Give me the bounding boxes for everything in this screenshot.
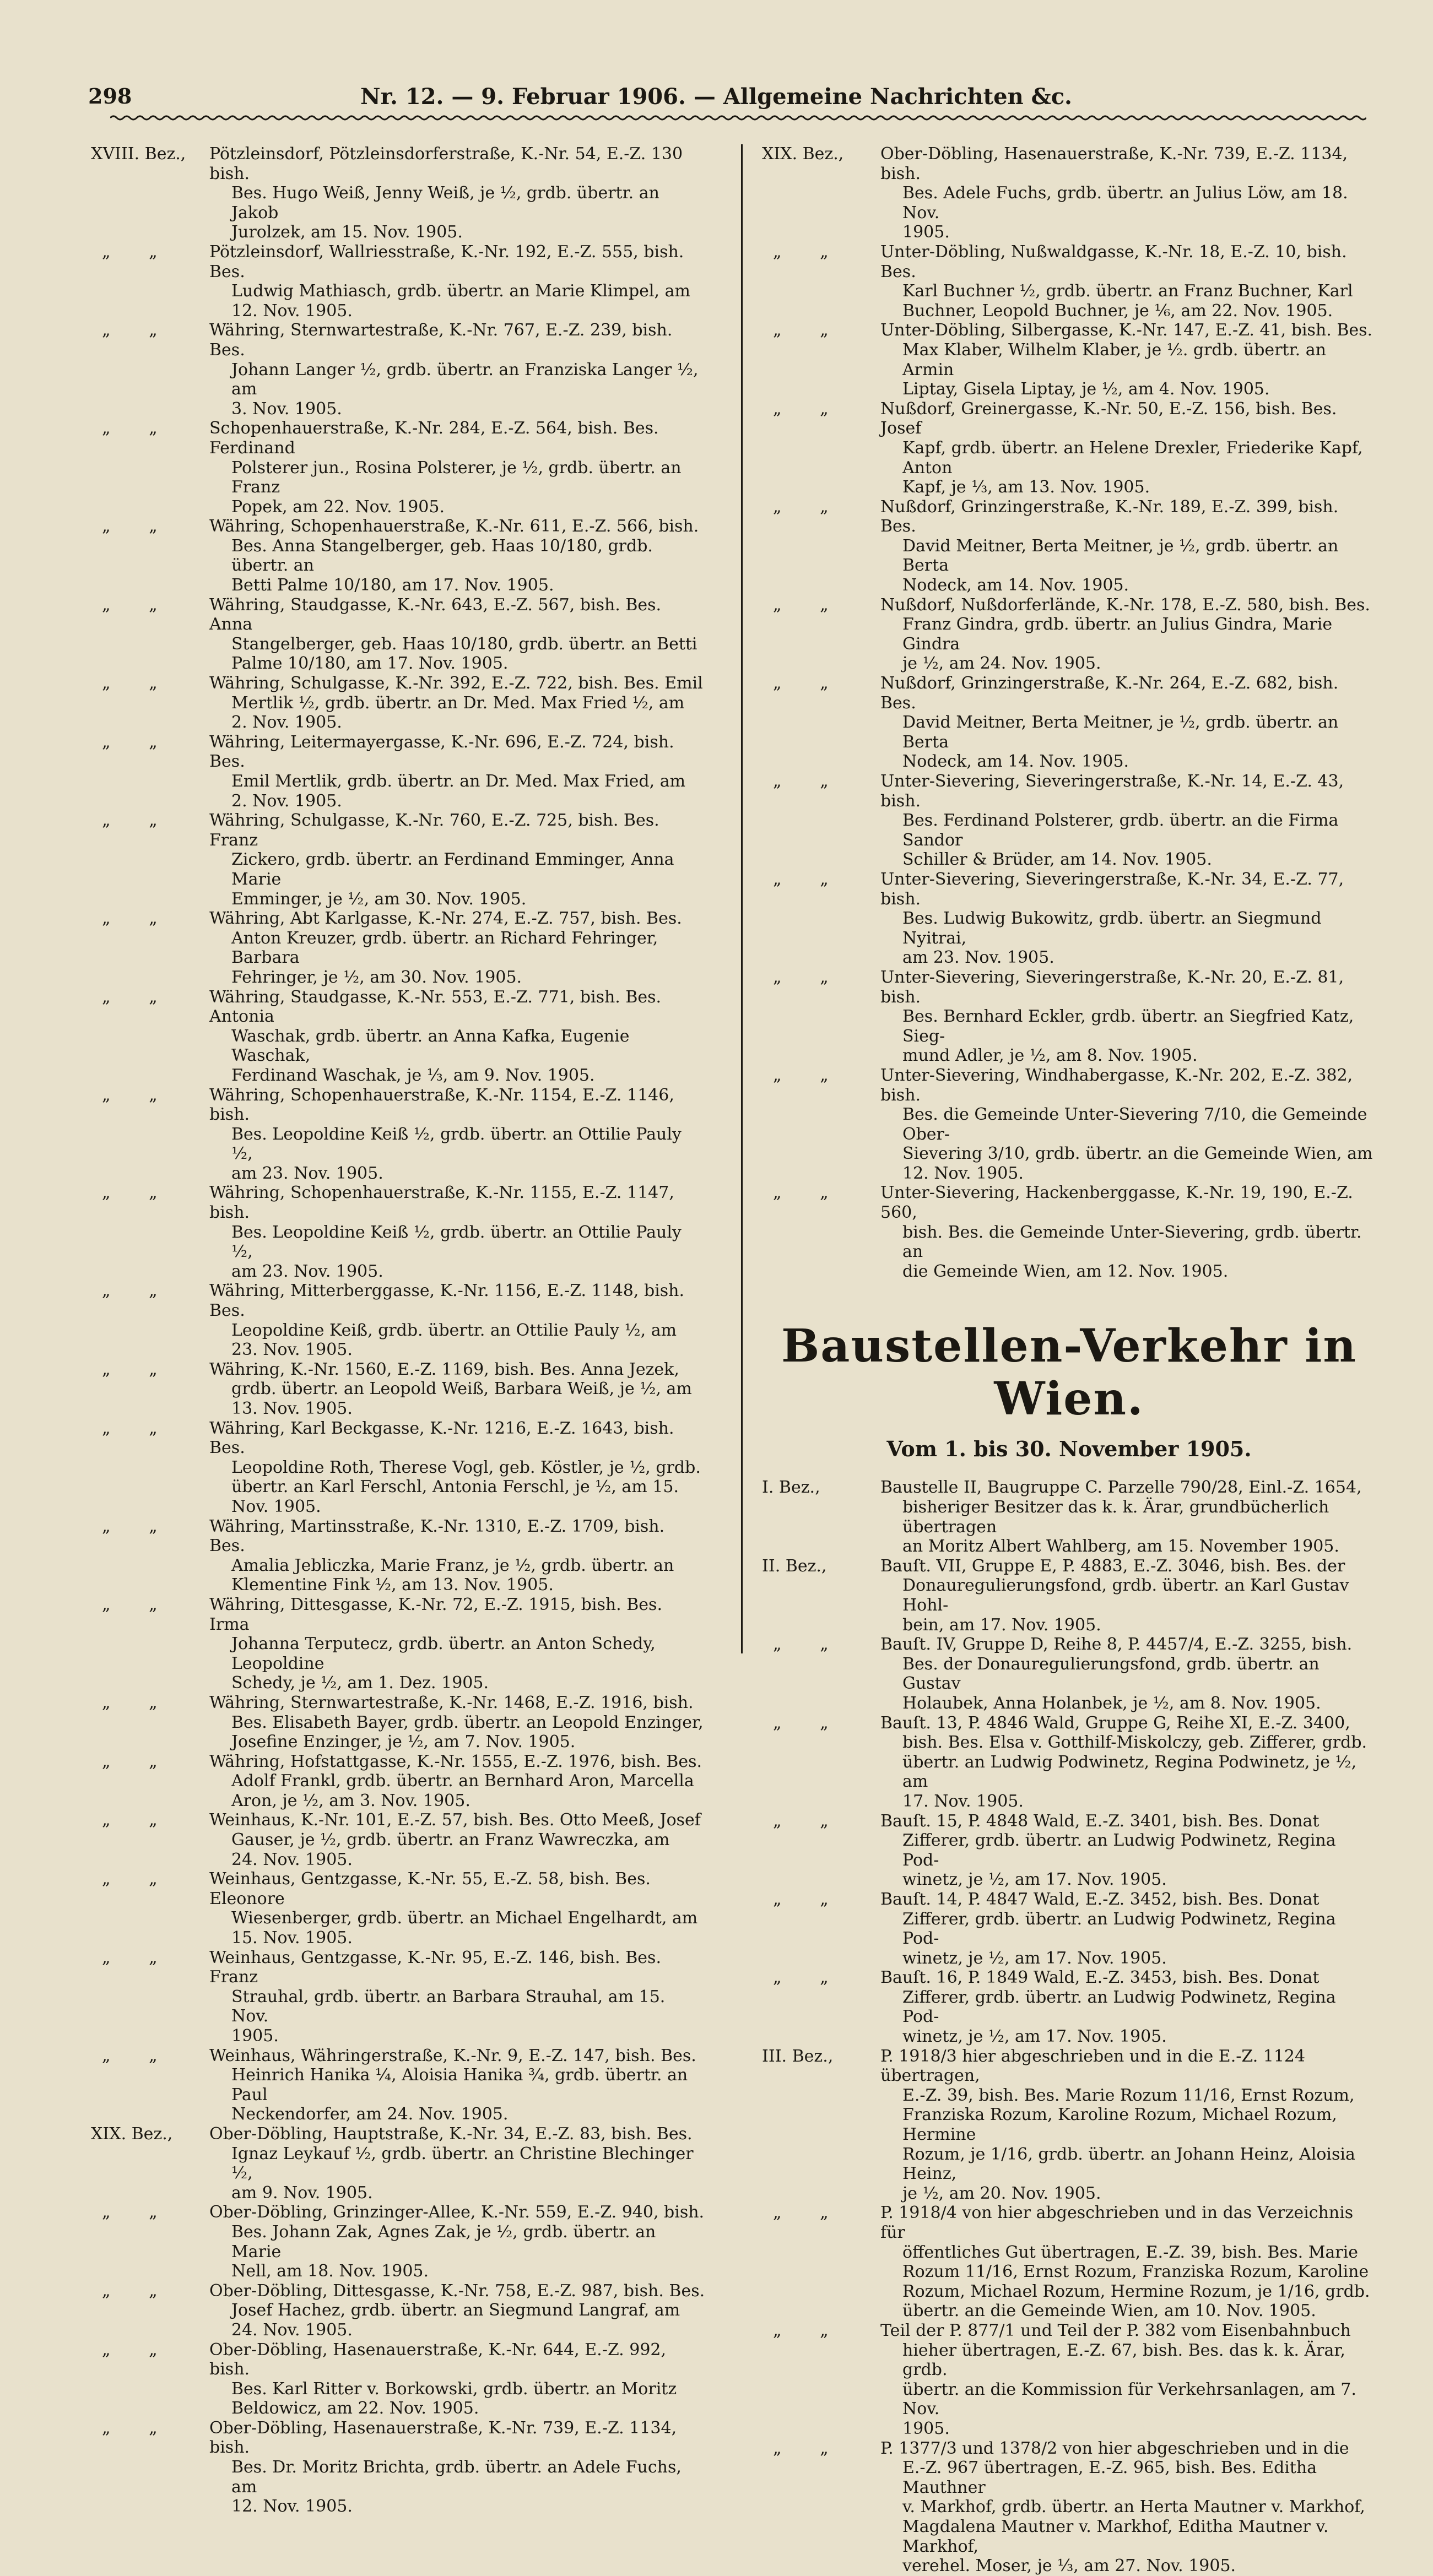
entry-line: winetz, je ½, am 17. Nov. 1905. xyxy=(902,1948,1167,1968)
entry-district: „ „ xyxy=(102,674,174,693)
register-entry xyxy=(91,1360,705,1419)
entry-line: Bes. Hugo Weiß, Jenny Weiß, je ½, grdb. übertr. an Jakob xyxy=(231,183,659,223)
entry-line: Währing, Dittesgasse, K.-Nr. 72, E.-Z. 1915, bish. Bes. Irma xyxy=(209,1595,662,1634)
entry-district: XVIII. Bez., xyxy=(91,144,186,164)
entry-district: „ „ xyxy=(102,1359,174,1379)
entry-line: Bauſt. 14, P. 4847 Wald, E.-Z. 3452, bish. Bes. Donat xyxy=(880,1889,1320,1909)
entry-line: 23. Nov. 1905. xyxy=(231,1340,353,1360)
entry-line: Weinhaus, Gentzgasse, K.-Nr. 55, E.-Z. 58, bish. Bes. Eleonore xyxy=(209,1869,651,1908)
entry-line: Beldowicz, am 22. Nov. 1905. xyxy=(231,2399,479,2418)
entry-line: Aron, je ½, am 3. Nov. 1905. xyxy=(231,1791,471,1810)
entry-line: Wiesenberger, grdb. übertr. an Michael Engelhardt, am xyxy=(231,1908,698,1928)
entry-line: Betti Palme 10/180, am 17. Nov. 1905. xyxy=(231,576,554,595)
entry-line: Nußdorf, Grinzingerstraße, K.-Nr. 189, E.-Z. 399, bish. Bes. xyxy=(880,497,1339,536)
entry-line: Bes. Bernhard Eckler, grdb. übertr. an Siegfried Katz, Sieg- xyxy=(902,1007,1354,1046)
register-entry xyxy=(91,517,705,595)
entry-line: Rozum, Michael Rozum, Hermine Rozum, je 1/16, grdb. xyxy=(902,2281,1370,2301)
entry-line: übertr. an die Kommission für Verkehrsanlagen, am 7. Nov. xyxy=(902,2379,1356,2419)
register-entry xyxy=(91,909,705,987)
entry-district: „ „ xyxy=(102,2281,174,2301)
entry-line: Magdalena Mautner v. Markhof, Editha Mautner v. Markhof, xyxy=(902,2517,1329,2556)
entry-line: 1905. xyxy=(231,2026,279,2046)
register-entry xyxy=(762,2203,1376,2321)
entry-line: Währing, Karl Beckgasse, K.-Nr. 1216, E.-Z. 1643, bish. Bes. xyxy=(209,1418,674,1458)
entry-line: Nodeck, am 14. Nov. 1905. xyxy=(902,576,1129,595)
entry-line: Schedy, je ½, am 1. Dez. 1905. xyxy=(231,1673,489,1693)
entry-line: Währing, Sternwartestraße, K.-Nr. 1468, E.-Z. 1916, bish. xyxy=(209,1693,694,1712)
entry-district: „ „ xyxy=(102,1183,174,1203)
entry-line: E.-Z. 967 übertragen, E.-Z. 965, bish. Bes. Editha Mauthner xyxy=(902,2458,1317,2497)
register-entry xyxy=(91,988,705,1086)
entry-line: Pötzleinsdorf, Pötzleinsdorferstraße, K.-Nr. 54, E.-Z. 130 bish. xyxy=(209,144,683,183)
entry-line: Währing, Staudgasse, K.-Nr. 553, E.-Z. 771, bish. Bes. Antonia xyxy=(209,987,662,1027)
register-entry xyxy=(91,1419,705,1517)
entry-district: „ „ xyxy=(102,909,174,929)
entry-line: je ½, am 20. Nov. 1905. xyxy=(902,2183,1101,2203)
register-entry xyxy=(762,1066,1376,1184)
entry-district: „ „ xyxy=(773,595,845,615)
entry-line: Amalia Jebliczka, Marie Franz, je ½, grdb. übertr. an xyxy=(231,1555,674,1575)
entry-line: Jurolzek, am 15. Nov. 1905. xyxy=(231,223,463,242)
entry-district: „ „ xyxy=(773,869,845,889)
register-entry xyxy=(91,2281,705,2340)
entry-line: verehel. Moser, je ⅓, am 27. Nov. 1905. xyxy=(902,2556,1236,2576)
entry-line: am 23. Nov. 1905. xyxy=(231,1163,383,1183)
register-entry xyxy=(762,870,1376,968)
entry-line: Mertlik ½, grdb. übertr. an Dr. Med. Max Fried ½, am xyxy=(231,693,685,713)
entry-line: 2. Nov. 1905. xyxy=(231,791,342,811)
entry-line: Leopoldine Roth, Therese Vogl, geb. Köstler, je ½, grdb. xyxy=(231,1457,701,1477)
register-entry xyxy=(91,2124,705,2203)
entry-line: Anton Kreuzer, grdb. übertr. an Richard Fehringer, Barbara xyxy=(231,928,658,968)
entry-district: „ „ xyxy=(773,1635,845,1655)
register-entry xyxy=(91,419,705,517)
register-entry xyxy=(762,1635,1376,1713)
column-divider xyxy=(741,144,743,1653)
entry-line: Waschak, grdb. übertr. an Anna Kafka, Eugenie Waschak, xyxy=(231,1026,630,1066)
register-entry xyxy=(91,1281,705,1359)
entry-district: „ „ xyxy=(102,242,174,262)
entry-district: „ „ xyxy=(102,2418,174,2438)
register-entry xyxy=(762,497,1376,595)
register-entry xyxy=(762,2047,1376,2204)
entry-line: Bes. Ferdinand Polsterer, grdb. übertr. an die Firma Sandor xyxy=(902,811,1339,850)
entry-line: öffentliches Gut übertragen, E.-Z. 39, bish. Bes. Marie xyxy=(902,2242,1358,2262)
register-entry xyxy=(762,1557,1376,1635)
entry-line: Unter-Döbling, Silbergasse, K.-Nr. 147, E.-Z. 41, bish. Bes. xyxy=(880,321,1373,340)
entry-line: bisheriger Besitzer das k. k. Ärar, grundbücherlich übertragen xyxy=(902,1498,1329,1537)
entry-line: bish. Bes. Elsa v. Gotthilf-Miskolczy, geb. Zifferer, grdb. xyxy=(902,1733,1367,1753)
entry-line: an Moritz Albert Wahlberg, am 15. November 1905. xyxy=(902,1537,1339,1557)
entry-district: „ „ xyxy=(102,987,174,1007)
entry-line: Kapf, grdb. übertr. an Helene Drexler, Friederike Kapf, Anton xyxy=(902,438,1363,478)
entry-line: Bauſt. 13, P. 4846 Wald, Gruppe G, Reihe XI, E.-Z. 3400, xyxy=(880,1713,1350,1733)
section-subtitle: Vom 1. bis 30. November 1905. xyxy=(886,1436,1252,1462)
entry-district: „ „ xyxy=(773,1968,845,1988)
entry-line: Währing, Staudgasse, K.-Nr. 643, E.-Z. 567, bish. Bes. Anna xyxy=(209,595,662,634)
entry-line: übertr. an Karl Ferschl, Antonia Ferschl, je ½, am 15. Nov. 1905. xyxy=(231,1477,679,1516)
entry-line: P. 1918/3 hier abgeschrieben und in die E.-Z. 1124 übertragen, xyxy=(880,2046,1306,2086)
register-entry xyxy=(91,733,705,811)
register-entry xyxy=(91,1086,705,1184)
right-column-entries-top xyxy=(762,144,1376,1281)
entry-line: Johanna Terputecz, grdb. übertr. an Anton Schedy, Leopoldine xyxy=(231,1634,656,1673)
entry-line: 17. Nov. 1905. xyxy=(902,1791,1024,1811)
page-header xyxy=(88,84,1344,117)
entry-line: Sievering 3/10, grdb. übertr. an die Gemeinde Wien, am xyxy=(902,1144,1373,1164)
entry-line: die Gemeinde Wien, am 12. Nov. 1905. xyxy=(902,1261,1229,1281)
register-entry xyxy=(762,1968,1376,2046)
entry-district: „ „ xyxy=(102,1595,174,1614)
entry-line: Schiller & Brüder, am 14. Nov. 1905. xyxy=(902,850,1212,870)
entry-line: Bes. Johann Zak, Agnes Zak, je ½, grdb. übertr. an Marie xyxy=(231,2222,656,2262)
entry-line: Währing, Schopenhauerstraße, K.-Nr. 611, E.-Z. 566, bish. xyxy=(209,517,699,536)
entry-line: Währing, Abt Karlgasse, K.-Nr. 274, E.-Z. 757, bish. Bes. xyxy=(209,909,682,929)
entry-line: Währing, Schopenhauerstraße, K.-Nr. 1154, E.-Z. 1146, bish. xyxy=(209,1085,674,1125)
register-entry xyxy=(91,1810,705,1869)
entry-line: 24. Nov. 1905. xyxy=(231,2320,353,2340)
entry-line: Franz Gindra, grdb. übertr. an Julius Gindra, Marie Gindra xyxy=(902,615,1333,654)
entry-line: Karl Buchner ½, grdb. übertr. an Franz Buchner, Karl xyxy=(902,281,1353,301)
register-entry xyxy=(762,321,1376,399)
entry-line: Bauſt. 16, P. 1849 Wald, E.-Z. 3453, bish. Bes. Donat xyxy=(880,1968,1320,1988)
entry-line: Josef Hachez, grdb. übertr. an Siegmund Langraf, am xyxy=(231,2301,680,2320)
register-entry xyxy=(762,772,1376,870)
entry-line: hieher übertragen, E.-Z. 67, bish. Bes. das k. k. Ärar, grdb. xyxy=(902,2340,1345,2380)
entry-line: grdb. übertr. an Leopold Weiß, Barbara Weiß, je ½, am xyxy=(231,1379,692,1399)
entry-line: David Meitner, Berta Meitner, je ½, grdb. übertr. an Berta xyxy=(902,536,1339,576)
entry-line: Nußdorf, Grinzingerstraße, K.-Nr. 264, E.-Z. 682, bish. Bes. xyxy=(880,674,1339,713)
entry-line: Nodeck, am 14. Nov. 1905. xyxy=(902,752,1129,772)
register-entry xyxy=(762,2321,1376,2439)
register-entry xyxy=(91,1595,705,1693)
entry-district: „ „ xyxy=(773,772,845,791)
entry-line: Währing, Mitterberggasse, K.-Nr. 1156, E.-Z. 1148, bish. Bes. xyxy=(209,1281,685,1321)
entry-line: Josefine Enzinger, je ½, am 7. Nov. 1905. xyxy=(231,1732,576,1752)
entry-line: Donauregulierungsfond, grdb. übertr. an Karl Gustav Hohl- xyxy=(902,1576,1349,1615)
entry-district: „ „ xyxy=(773,1065,845,1085)
entry-line: Emminger, je ½, am 30. Nov. 1905. xyxy=(231,889,527,909)
entry-district: XIX. Bez., xyxy=(762,144,844,164)
entry-district: „ „ xyxy=(773,321,845,340)
entry-line: übertr. an Ludwig Podwinetz, Regina Podwinetz, je ½, am xyxy=(902,1752,1357,1792)
entry-line: David Meitner, Berta Meitner, je ½, grdb. übertr. an Berta xyxy=(902,713,1339,752)
entry-district: „ „ xyxy=(102,1281,174,1301)
register-entry xyxy=(762,1713,1376,1812)
entry-line: E.-Z. 39, bish. Bes. Marie Rozum 11/16, Ernst Rozum, xyxy=(902,2085,1355,2105)
register-entry xyxy=(91,1948,705,2046)
entry-district: „ „ xyxy=(773,1713,845,1733)
entry-district: „ „ xyxy=(102,321,174,340)
right-column-entries-bottom xyxy=(762,1478,1376,2575)
entry-line: winetz, je ½, am 17. Nov. 1905. xyxy=(902,1870,1167,1890)
entry-line: Währing, Schopenhauerstraße, K.-Nr. 1155, E.-Z. 1147, bish. xyxy=(209,1183,674,1223)
entry-line: 3. Nov. 1905. xyxy=(231,399,342,419)
entry-district: „ „ xyxy=(773,1811,845,1831)
entry-line: 1905. xyxy=(902,223,950,242)
entry-line: am 23. Nov. 1905. xyxy=(231,1261,383,1281)
entry-district: „ „ xyxy=(773,674,845,693)
register-entry xyxy=(91,1869,705,1948)
section-title: Baustellen-Verkehr in Wien. xyxy=(781,1320,1358,1426)
entry-district: „ „ xyxy=(102,1810,174,1830)
entry-district: „ „ xyxy=(102,811,174,831)
entry-district: „ „ xyxy=(773,1183,845,1203)
entry-line: Unter-Sievering, Sieveringerstraße, K.-Nr. 14, E.-Z. 43, bish. xyxy=(880,772,1344,811)
entry-line: Währing, Hofstattgasse, K.-Nr. 1555, E.-Z. 1976, bish. Bes. xyxy=(209,1751,702,1771)
entry-line: Bes. Leopoldine Keiß ½, grdb. übertr. an Ottilie Pauly ½, xyxy=(231,1222,682,1262)
entry-line: Zifferer, grdb. übertr. an Ludwig Podwinetz, Regina Pod- xyxy=(902,1909,1336,1949)
entry-line: Adolf Frankl, grdb. übertr. an Bernhard Aron, Marcella xyxy=(231,1771,694,1791)
entry-line: am 23. Nov. 1905. xyxy=(902,948,1055,968)
entry-district: II. Bez., xyxy=(762,1556,827,1576)
entry-line: Fehringer, je ½, am 30. Nov. 1905. xyxy=(231,967,522,987)
entry-line: Johann Langer ½, grdb. übertr. an Franziska Langer ½, am xyxy=(231,360,699,399)
entry-district: „ „ xyxy=(773,242,845,262)
entry-line: Weinhaus, K.-Nr. 101, E.-Z. 57, bish. Bes. Otto Meeß, Josef xyxy=(209,1810,701,1830)
entry-line: Bes. die Gemeinde Unter-Sievering 7/10, die Gemeinde Ober- xyxy=(902,1105,1367,1144)
entry-line: bein, am 17. Nov. 1905. xyxy=(902,1615,1101,1635)
register-entry xyxy=(762,144,1376,242)
entry-line: Rozum, je 1/16, grdb. übertr. an Johann Heinz, Aloisia Heinz, xyxy=(902,2144,1355,2184)
entry-line: Leopoldine Keiß, grdb. übertr. an Ottilie Pauly ½, am xyxy=(231,1320,677,1340)
entry-line: 2. Nov. 1905. xyxy=(231,713,342,733)
entry-line: Bes. Dr. Moritz Brichta, grdb. übertr. an Adele Fuchs, am xyxy=(231,2458,682,2497)
entry-line: Bes. Elisabeth Bayer, grdb. übertr. an Leopold Enzinger, xyxy=(231,1712,704,1732)
entry-district: „ „ xyxy=(102,1751,174,1771)
entry-line: 12. Nov. 1905. xyxy=(902,1163,1024,1183)
register-entry xyxy=(91,2046,705,2124)
entry-district: „ „ xyxy=(102,2203,174,2222)
entry-district: XIX. Bez., xyxy=(91,2124,173,2144)
entry-line: Holaubek, Anna Holanbek, je ½, am 8. Nov. 1905. xyxy=(902,1693,1321,1713)
entry-line: 24. Nov. 1905. xyxy=(231,1850,353,1869)
entry-district: „ „ xyxy=(102,419,174,438)
register-entry xyxy=(762,1478,1376,1556)
register-entry xyxy=(91,144,705,242)
entry-line: mund Adler, je ½, am 8. Nov. 1905. xyxy=(902,1046,1198,1066)
entry-line: P. 1377/3 und 1378/2 von hier abgeschrieben und in die xyxy=(880,2438,1349,2458)
entry-district: „ „ xyxy=(773,967,845,987)
register-entry xyxy=(762,1812,1376,1890)
entry-district: „ „ xyxy=(102,1085,174,1105)
left-column xyxy=(91,144,705,2517)
entry-line: P. 1918/4 von hier abgeschrieben und in das Verzeichnis für xyxy=(880,2203,1354,2242)
entry-line: Gauser, je ½, grdb. übertr. an Franz Wawreczka, am xyxy=(231,1830,670,1850)
entry-line: Bauſt. IV, Gruppe D, Reihe 8, P. 4457/4, E.-Z. 3255, bish. xyxy=(880,1635,1353,1655)
entry-line: Zickero, grdb. übertr. an Ferdinand Emminger, Anna Marie xyxy=(231,850,674,889)
entry-district: „ „ xyxy=(773,2438,845,2458)
entry-line: Neckendorfer, am 24. Nov. 1905. xyxy=(231,2105,509,2124)
entry-line: Ober-Döbling, Grinzinger-Allee, K.-Nr. 559, E.-Z. 940, bish. xyxy=(209,2203,705,2222)
entry-line: Unter-Sievering, Sieveringerstraße, K.-Nr. 34, E.-Z. 77, bish. xyxy=(880,869,1344,909)
entry-line: Bauſt. VII, Gruppe E, P. 4883, E.-Z. 3046, bish. Bes. der xyxy=(880,1556,1345,1576)
entry-line: Kapf, je ⅓, am 13. Nov. 1905. xyxy=(902,478,1150,497)
entry-line: Heinrich Hanika ¼, Aloisia Hanika ¾, grdb. übertr. an Paul xyxy=(231,2065,688,2105)
register-entry xyxy=(762,1890,1376,1968)
entry-district: „ „ xyxy=(102,2046,174,2065)
entry-line: Popek, am 22. Nov. 1905. xyxy=(231,497,445,517)
entry-district: „ „ xyxy=(102,517,174,536)
entry-district: „ „ xyxy=(773,2203,845,2223)
entry-line: v. Markhof, grdb. übertr. an Herta Mautner v. Markhof, xyxy=(902,2497,1365,2517)
entry-line: Max Klaber, Wilhelm Klaber, je ½. grdb. übertr. an Armin xyxy=(902,340,1326,379)
entry-line: Bes. der Donauregulierungsfond, grdb. übertr. an Gustav xyxy=(902,1654,1320,1694)
entry-line: Bes. Leopoldine Keiß ½, grdb. übertr. an Ottilie Pauly ½, xyxy=(231,1124,682,1164)
entry-district: III. Bez., xyxy=(762,2046,834,2066)
register-entry xyxy=(91,811,705,909)
entry-line: Unter-Sievering, Sieveringerstraße, K.-Nr. 20, E.-Z. 81, bish. xyxy=(880,967,1344,1007)
register-entry xyxy=(762,242,1376,321)
entry-district: „ „ xyxy=(102,1948,174,1967)
entry-district: „ „ xyxy=(773,2320,845,2340)
entry-line: 12. Nov. 1905. xyxy=(231,2497,353,2517)
header-title: Nr. 12. — 9. Februar 1906. — Allgemeine Nachrichten &c. xyxy=(360,84,1072,110)
entry-line: Zifferer, grdb. übertr. an Ludwig Podwinetz, Regina Pod- xyxy=(902,1831,1336,1870)
register-entry xyxy=(91,1517,705,1595)
entry-line: Ober-Döbling, Dittesgasse, K.-Nr. 758, E.-Z. 987, bish. Bes. xyxy=(209,2281,705,2301)
entry-line: Unter-Döbling, Nußwaldgasse, K.-Nr. 18, E.-Z. 10, bish. Bes. xyxy=(880,242,1347,281)
header-wavy-rule xyxy=(110,113,1366,123)
entry-line: Franziska Rozum, Karoline Rozum, Michael Rozum, Hermine xyxy=(902,2105,1337,2145)
entry-line: Teil der P. 877/1 und Teil der P. 382 vom Eisenbahnbuch xyxy=(880,2320,1351,2340)
register-entry xyxy=(762,968,1376,1066)
register-entry xyxy=(91,2418,705,2517)
register-entry xyxy=(762,1183,1376,1281)
entry-line: Währing, K.-Nr. 1560, E.-Z. 1169, bish. Bes. Anna Jezek, xyxy=(209,1359,679,1379)
register-entry xyxy=(91,1693,705,1752)
entry-line: Weinhaus, Gentzgasse, K.-Nr. 95, E.-Z. 146, bish. Bes. Franz xyxy=(209,1948,661,1987)
entry-district: „ „ xyxy=(102,732,174,752)
entry-line: Nußdorf, Greinergasse, K.-Nr. 50, E.-Z. 156, bish. Bes. Josef xyxy=(880,399,1337,438)
page-number: 298 xyxy=(88,84,132,109)
register-entry xyxy=(762,595,1376,674)
entry-line: Bes. Adele Fuchs, grdb. übertr. an Julius Löw, am 18. Nov. xyxy=(902,183,1348,223)
register-entry xyxy=(762,399,1376,497)
entry-line: Schopenhauerstraße, K.-Nr. 284, E.-Z. 564, bish. Bes. Ferdinand xyxy=(209,419,659,458)
entry-line: Klementine Fink ½, am 13. Nov. 1905. xyxy=(231,1575,554,1595)
entry-line: Bes. Ludwig Bukowitz, grdb. übertr. an Siegmund Nyitrai, xyxy=(902,909,1322,948)
entry-line: Ferdinand Waschak, je ⅓, am 9. Nov. 1905. xyxy=(231,1065,595,1085)
entry-line: Baustelle II, Baugruppe C. Parzelle 790/28, Einl.-Z. 1654, xyxy=(880,1478,1362,1498)
entry-line: Zifferer, grdb. übertr. an Ludwig Podwinetz, Regina Pod- xyxy=(902,1987,1336,2027)
entry-line: Ober-Döbling, Hasenauerstraße, K.-Nr. 739, E.-Z. 1134, bish. xyxy=(209,2418,677,2458)
entry-line: Polsterer jun., Rosina Polsterer, je ½, grdb. übertr. an Franz xyxy=(231,458,682,497)
entry-line: Buchner, Leopold Buchner, je ⅙, am 22. Nov. 1905. xyxy=(902,301,1333,321)
entry-line: Ober-Döbling, Hasenauerstraße, K.-Nr. 739, E.-Z. 1134, bish. xyxy=(880,144,1348,183)
entry-line: Währing, Martinsstraße, K.-Nr. 1310, E.-Z. 1709, bish. Bes. xyxy=(209,1516,665,1556)
entry-line: Ober-Döbling, Hasenauerstraße, K.-Nr. 644, E.-Z. 992, bish. xyxy=(209,2340,667,2379)
entry-line: Währing, Schulgasse, K.-Nr. 392, E.-Z. 722, bish. Bes. Emil xyxy=(209,674,703,693)
entry-line: Emil Mertlik, grdb. übertr. an Dr. Med. Max Fried, am xyxy=(231,772,686,791)
entry-line: Strauhal, grdb. übertr. an Barbara Strauhal, am 15. Nov. xyxy=(231,1987,666,2026)
register-entry xyxy=(91,1183,705,1281)
entry-line: übertr. an die Gemeinde Wien, am 10. Nov. 1905. xyxy=(902,2301,1316,2321)
entry-line: Nußdorf, Nußdorferlände, K.-Nr. 178, E.-Z. 580, bish. Bes. xyxy=(880,595,1370,615)
entry-line: Palme 10/180, am 17. Nov. 1905. xyxy=(231,654,509,674)
right-column xyxy=(762,144,1376,2576)
entry-district: „ „ xyxy=(102,595,174,615)
entry-line: 15. Nov. 1905. xyxy=(231,1928,353,1948)
register-entry xyxy=(91,674,705,733)
entry-district: „ „ xyxy=(773,497,845,517)
register-entry xyxy=(91,321,705,419)
entry-line: Ober-Döbling, Hauptstraße, K.-Nr. 34, E.-Z. 83, bish. Bes. xyxy=(209,2124,693,2144)
register-entry xyxy=(91,2340,705,2418)
register-entry xyxy=(762,674,1376,772)
entry-line: Rozum 11/16, Ernst Rozum, Franziska Rozum, Karoline xyxy=(902,2262,1369,2282)
entry-line: Nell, am 18. Nov. 1905. xyxy=(231,2262,429,2281)
entry-line: Bauſt. 15, P. 4848 Wald, E.-Z. 3401, bish. Bes. Donat xyxy=(880,1811,1320,1831)
entry-line: Währing, Schulgasse, K.-Nr. 760, E.-Z. 725, bish. Bes. Franz xyxy=(209,811,659,850)
entry-district: „ „ xyxy=(773,399,845,419)
entry-line: am 9. Nov. 1905. xyxy=(231,2183,373,2203)
register-entry xyxy=(762,2439,1376,2576)
entry-line: je ½, am 24. Nov. 1905. xyxy=(902,654,1101,674)
entry-line: Bes. Anna Stangelberger, geb. Haas 10/180, grdb. übertr. an xyxy=(231,536,653,576)
register-entry xyxy=(91,1752,705,1811)
entry-line: Ignaz Leykauf ½, grdb. übertr. an Christine Blechinger ½, xyxy=(231,2144,694,2183)
entry-line: Währing, Sternwartestraße, K.-Nr. 767, E.-Z. 239, bish. Bes. xyxy=(209,321,673,360)
entry-district: „ „ xyxy=(102,1418,174,1438)
entry-district: „ „ xyxy=(102,2340,174,2360)
register-entry xyxy=(91,595,705,674)
entry-line: Unter-Sievering, Windhabergasse, K.-Nr. 202, E.-Z. 382, bish. xyxy=(880,1065,1353,1105)
entry-district: „ „ xyxy=(102,1869,174,1889)
entry-line: bish. Bes. die Gemeinde Unter-Sievering, grdb. übertr. an xyxy=(902,1222,1362,1262)
entry-line: Unter-Sievering, Hackenberggasse, K.-Nr. 19, 190, E.-Z. 560, xyxy=(880,1183,1353,1223)
entry-district: „ „ xyxy=(102,1693,174,1712)
entry-line: Liptay, Gisela Liptay, je ½, am 4. Nov. 1905. xyxy=(902,379,1270,399)
register-entry xyxy=(91,2203,705,2281)
entry-line: 12. Nov. 1905. xyxy=(231,301,353,321)
entry-line: 13. Nov. 1905. xyxy=(231,1399,353,1418)
entry-line: Ludwig Mathiasch, grdb. übertr. an Marie Klimpel, am xyxy=(231,281,690,301)
entry-line: Stangelberger, geb. Haas 10/180, grdb. übertr. an Betti xyxy=(231,634,697,654)
entry-line: Währing, Leitermayergasse, K.-Nr. 696, E.-Z. 724, bish. Bes. xyxy=(209,732,674,772)
entry-line: 1905. xyxy=(902,2418,950,2438)
entry-district: „ „ xyxy=(773,1889,845,1909)
entry-line: Weinhaus, Währingerstraße, K.-Nr. 9, E.-Z. 147, bish. Bes. xyxy=(209,2046,696,2065)
entry-line: winetz, je ½, am 17. Nov. 1905. xyxy=(902,2027,1167,2047)
entry-district: I. Bez., xyxy=(762,1478,820,1498)
entry-line: Pötzleinsdorf, Wallriesstraße, K.-Nr. 192, E.-Z. 555, bish. Bes. xyxy=(209,242,684,281)
register-entry xyxy=(91,242,705,321)
entry-district: „ „ xyxy=(102,1516,174,1536)
entry-line: Bes. Karl Ritter v. Borkowski, grdb. übertr. an Moritz xyxy=(231,2379,677,2399)
